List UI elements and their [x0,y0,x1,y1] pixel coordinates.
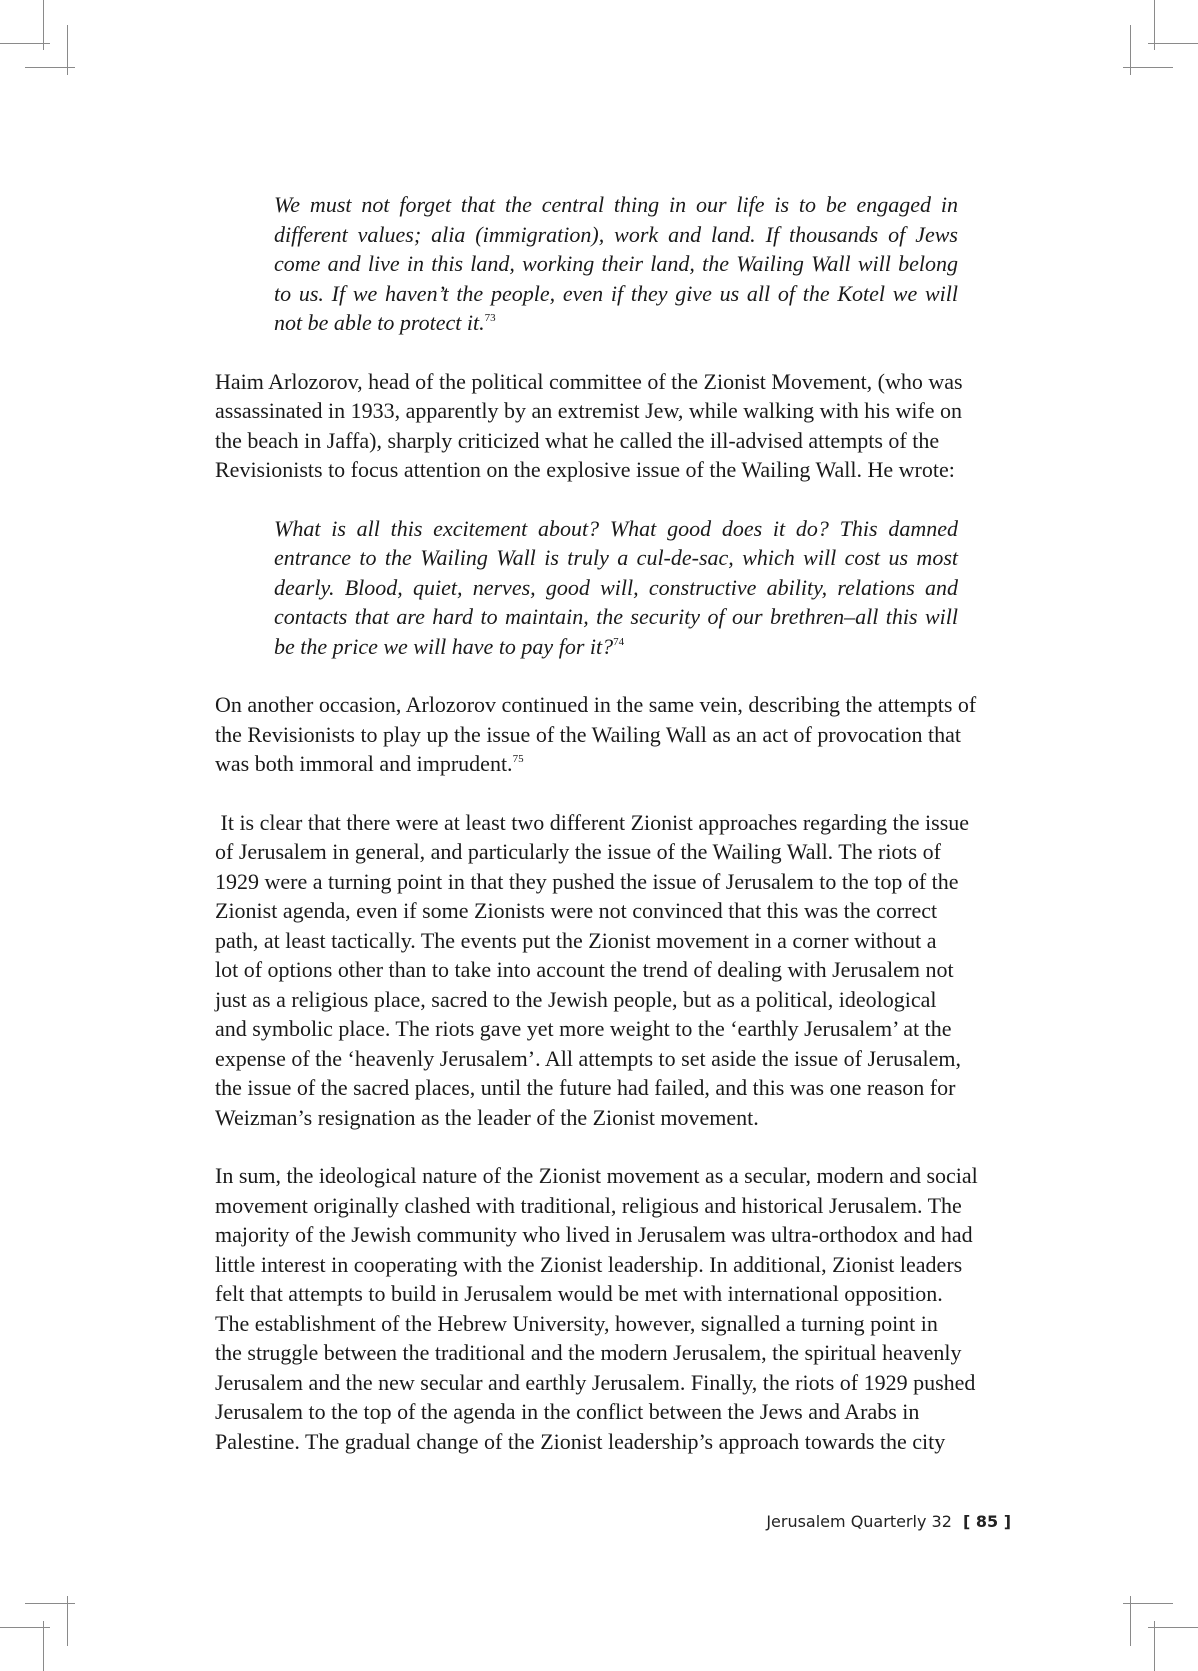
quote-line: to us. If we haven’t the people, even if they give us all of the Kotel we will [274,280,958,306]
paragraph [215,1161,1015,1456]
paragraph-line: On another occasion, Arlozorov continued in the same vein, describing the attempts of [215,692,977,717]
paragraph-line: Zionist agenda, even if some Zionists were not convinced that this was the correct [215,898,938,923]
footnote-ref[interactable]: 73 [484,312,496,324]
crop-mark [0,1627,50,1628]
body-text [215,190,1015,1456]
footnote-ref[interactable]: 74 [613,635,625,648]
crop-mark [25,1603,75,1604]
paragraph-line: path, at least tactically. The events put the Zionist movement in a corner without a [215,927,937,953]
paragraph-line: felt that attempts to build in Jerusalem would be met with international opposition. [215,1281,943,1306]
paragraph-line: of Jerusalem in general, and particularly the issue of the Wailing Wall. The riots of [215,839,941,864]
quote-line-text: be the price we will have to pay for it? [274,633,614,659]
quote-line [274,308,958,338]
paragraph-line: It is clear that there were at least two different Zionist approaches regarding the issue [215,809,970,835]
paragraph-line: In sum, the ideological nature of the Zionist movement as a secular, modern and social [215,1163,978,1188]
crop-mark [0,43,50,44]
paragraph-line: the beach in Jaffa), sharply criticized what he called the ill-advised attempts of the [215,427,940,453]
crop-mark [1148,43,1198,44]
paragraph-line: little interest in cooperating with the Zionist leadership. In additional, Zionist leaders [215,1251,963,1277]
paragraph-line: expense of the ‘heavenly Jerusalem’. All attempts to set aside the issue of Jerusalem, [215,1045,961,1071]
crop-mark [43,1621,44,1671]
block-quote [274,514,958,662]
quote-line: dearly. Blood, quiet, nerves, good will, constructive ability, relations and [274,574,958,600]
paragraph [215,690,1015,779]
page-number: [ 85 ] [962,1512,1011,1531]
paragraph-line [215,749,1015,779]
paragraph-line: assassinated in 1933, apparently by an extremist Jew, while walking with his wife on [215,398,963,423]
paragraph-line: The establishment of the Hebrew University, however, signalled a turning point in [215,1310,938,1336]
block-quote [274,190,958,338]
paragraph-line: just as a religious place, sacred to the Jewish people, but as a political, ideological [215,986,937,1012]
crop-mark [1123,67,1173,68]
quote-line: different values; alia (immigration), work and land. If thousands of Jews [274,221,958,247]
paragraph-line: majority of the Jewish community who lived in Jerusalem was ultra-orthodox and had [215,1222,973,1247]
paragraph-line: Haim Arlozorov, head of the political committee of the Zionist Movement, (who was [215,368,963,394]
paragraph-line: Jerusalem and the new secular and earthly Jerusalem. Finally, the riots of 1929 pushed [215,1369,976,1395]
paragraph-line: the struggle between the traditional and the modern Jerusalem, the spiritual heavenly [215,1340,962,1365]
crop-mark [1148,1627,1198,1628]
paragraph-line: 1929 were a turning point in that they pushed the issue of Jerusalem to the top of the [215,868,959,894]
paragraph-line: lot of options other than to take into account the trend of dealing with Jerusalem not [215,957,954,982]
quote-line: contacts that are hard to maintain, the security of our brethren–all this will [274,604,958,629]
paragraph-line: Jerusalem to the top of the agenda in the conflict between the Jews and Arabs in [215,1399,920,1424]
quote-line: come and live in this land, working their land, the Wailing Wall will belong [274,251,958,276]
quote-line [274,632,958,662]
footnote-ref[interactable]: 75 [512,753,524,765]
paragraph-line: the issue of the sacred places, until the future had failed, and this was one reason for [215,1075,956,1100]
paragraph-line: the Revisionists to play up the issue of the Wailing Wall as an act of provocation that [215,721,961,747]
quote-line: entrance to the Wailing Wall is truly a cul-de-sac, which will cost us most [274,545,958,570]
paragraph-line-text: was both immoral and imprudent. [215,751,513,776]
crop-mark [25,67,75,68]
paragraph-line: Palestine. The gradual change of the Zionist leadership’s approach towards the city [215,1428,946,1454]
paragraph [215,367,1015,485]
paragraph-line: and symbolic place. The riots gave yet more weight to the ‘earthly Jerusalem’ at the [215,1016,952,1041]
paragraph-line: movement originally clashed with traditional, religious and historical Jerusalem. The [215,1192,962,1218]
paragraph [215,808,1015,1133]
journal-title: Jerusalem Quarterly 32 [766,1512,952,1531]
crop-mark [1154,1621,1155,1671]
paragraph-line: Revisionists to focus attention on the explosive issue of the Wailing Wall. He wrote: [215,457,955,482]
paragraph-line: Weizman’s resignation as the leader of the Zionist movement. [215,1104,759,1130]
page-footer [766,1512,1011,1531]
quote-line: What is all this excitement about? What good does it do? This damned [274,515,958,541]
quote-line-text: not be able to protect it. [274,310,485,335]
quote-line: We must not forget that the central thing in our life is to be engaged in [274,192,958,217]
crop-mark [1123,1603,1173,1604]
